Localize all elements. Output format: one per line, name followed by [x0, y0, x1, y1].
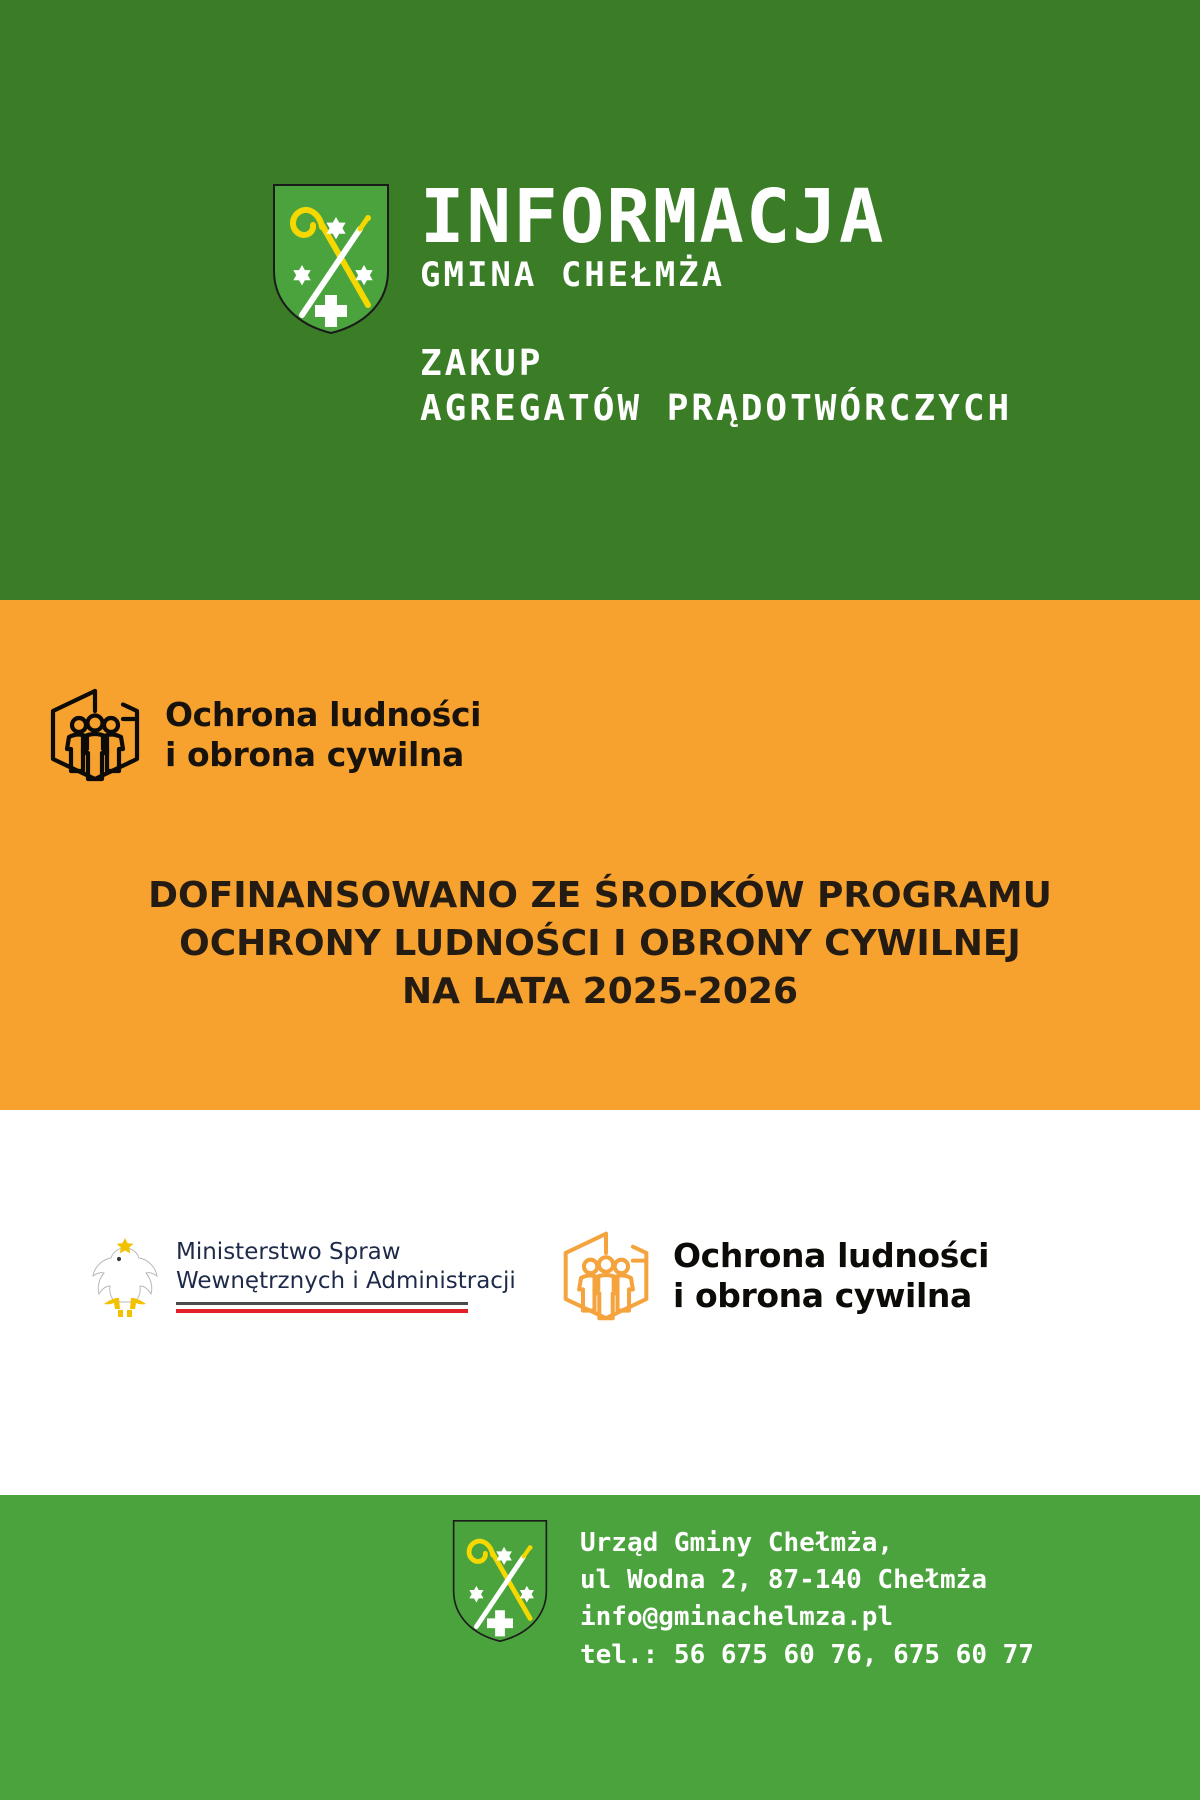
footer-content — [452, 1519, 1034, 1674]
funding-line-2: OCHRONY LUDNOŚCI I OBRONY CYWILNEJ — [179, 923, 1021, 965]
ministry-rule-red — [176, 1309, 468, 1313]
ochrona-ludnosci-hexagon-people-icon — [45, 685, 145, 785]
ministry-rules — [176, 1302, 468, 1313]
chelmza-coat-of-arms-icon — [272, 183, 390, 335]
ochrona-ludnosci-logo-top — [45, 685, 481, 785]
page-title: INFORMACJA — [420, 174, 886, 260]
contact-line-2: ul Wodna 2, 87-140 Chełmża — [580, 1565, 987, 1596]
chelmza-coat-of-arms-footer-icon — [452, 1519, 548, 1643]
contact-block — [580, 1519, 1034, 1674]
funding-statement — [0, 872, 1200, 1017]
header-line-2: AGREGATÓW PRĄDOTWÓRCZYCH — [420, 388, 1013, 430]
header-section — [0, 0, 1200, 600]
header-content — [272, 174, 1013, 431]
funding-line-3: NA LATA 2025-2026 — [401, 971, 799, 1013]
footer-section — [0, 1495, 1200, 1800]
ministry-logo — [88, 1232, 516, 1318]
ochrona-ludnosci-logo-bottom — [558, 1228, 989, 1324]
ochrona-ludnosci-wordmark — [165, 695, 481, 774]
ministry-rule-dark — [176, 1302, 468, 1305]
ministry-text-block — [176, 1232, 516, 1313]
ol-bottom-line-1: Ochrona ludności — [673, 1236, 990, 1276]
polish-eagle-emblem-icon — [88, 1232, 162, 1318]
ministry-line-1: Ministerstwo Spraw — [176, 1239, 401, 1265]
ol-line-1: Ochrona ludności — [165, 695, 482, 735]
ochrona-ludnosci-wordmark-bottom — [673, 1236, 989, 1315]
contact-email[interactable]: info@gminachelmza.pl — [580, 1602, 894, 1633]
logos-section — [0, 1110, 1200, 1495]
orange-funding-section — [0, 600, 1200, 1110]
funding-line-1: DOFINANSOWANO ZE ŚRODKÓW PROGRAMU — [148, 875, 1052, 916]
ochrona-ludnosci-hexagon-people-orange-icon — [558, 1228, 654, 1324]
ol-line-2: i obrona cywilna — [165, 735, 464, 774]
header-text-block — [420, 174, 1013, 431]
header-line-1: ZAKUP — [420, 343, 544, 385]
ol-bottom-line-2: i obrona cywilna — [673, 1276, 972, 1315]
ministry-line-2: Wewnętrznych i Administracji — [176, 1267, 516, 1294]
contact-phone[interactable]: tel.: 56 675 60 76, 675 60 77 — [580, 1639, 1034, 1670]
page-subtitle: GMINA CHEŁMŻA — [420, 255, 726, 296]
contact-line-1: Urząd Gminy Chełmża, — [580, 1528, 894, 1558]
